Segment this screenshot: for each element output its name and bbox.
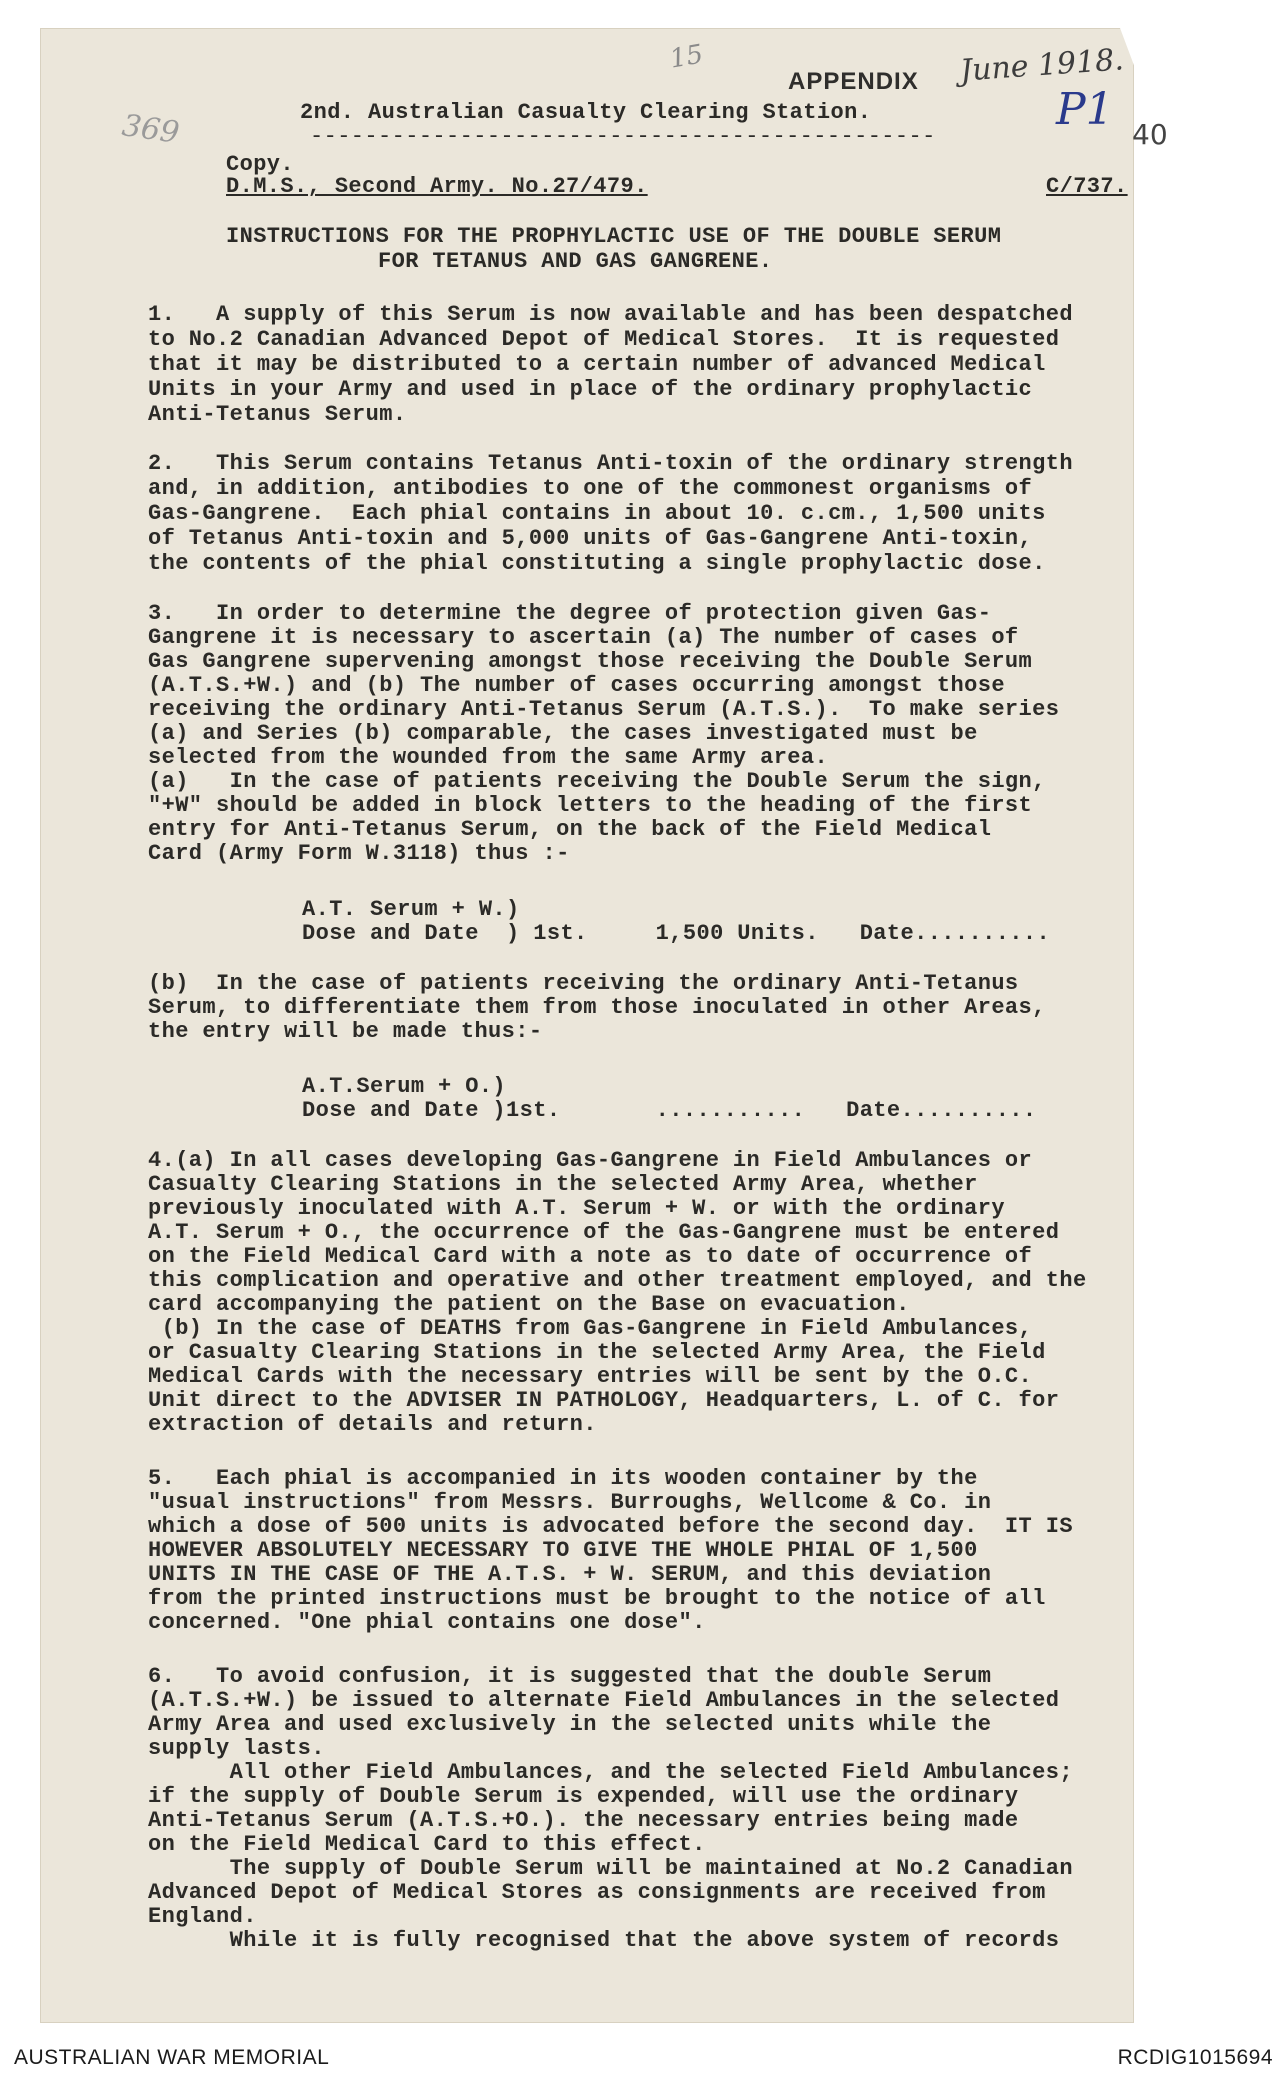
text-line: 1. A supply of this Serum is now available and has been despatched xyxy=(148,302,1073,327)
text-line: Unit direct to the ADVISER IN PATHOLOGY, Headquarters, L. of C. for xyxy=(148,1388,1060,1413)
text-line: Anti-Tetanus Serum. xyxy=(148,402,407,427)
text-line: entry for Anti-Tetanus Serum, on the back of the Field Medical xyxy=(148,817,992,842)
text-line: Gas-Gangrene. Each phial contains in about 10. c.cm., 1,500 units xyxy=(148,501,1046,526)
title-line-2: FOR TETANUS AND GAS GANGRENE. xyxy=(378,249,773,274)
text-line: to No.2 Canadian Advanced Depot of Medical Stores. It is requested xyxy=(148,327,1060,352)
text-line: Anti-Tetanus Serum (A.T.S.+O.). the necessary entries being made xyxy=(148,1808,1019,1833)
text-line: HOWEVER ABSOLUTELY NECESSARY TO GIVE THE WHOLE PHIAL OF 1,500 xyxy=(148,1538,978,1563)
hand-page-40: 40 xyxy=(1132,118,1168,151)
text-line: 6. To avoid confusion, it is suggested that the double Serum xyxy=(148,1664,992,1689)
text-line: from the printed instructions must be brought to the notice of all xyxy=(148,1586,1046,1611)
text-line: extraction of details and return. xyxy=(148,1412,597,1437)
text-line: the contents of the phial constituting a single prophylactic dose. xyxy=(148,551,1046,576)
text-line: A.T. Serum + W.) xyxy=(302,897,520,922)
reference: D.M.S., Second Army. No.27/479. xyxy=(226,174,648,199)
text-line: Gas Gangrene supervening amongst those receiving the Double Serum xyxy=(148,649,1033,674)
text-line: The supply of Double Serum will be maintained at No.2 Canadian xyxy=(148,1856,1073,1881)
text-line: previously inoculated with A.T. Serum + W. or with the ordinary xyxy=(148,1196,1005,1221)
text-line: A.T. Serum + O., the occurrence of the Gas-Gangrene must be entered xyxy=(148,1220,1060,1245)
text-line: (A.T.S.+W.) be issued to alternate Field Ambulances in the selected xyxy=(148,1688,1060,1713)
text-line: selected from the wounded from the same Army area. xyxy=(148,745,829,770)
text-line: (a) In the case of patients receiving the Double Serum the sign, xyxy=(148,769,1046,794)
text-line: Units in your Army and used in place of the ordinary prophylactic xyxy=(148,377,1033,402)
text-line: card accompanying the patient on the Base on evacuation. xyxy=(148,1292,910,1317)
text-line: 3. In order to determine the degree of protection given Gas- xyxy=(148,601,992,626)
text-line: this complication and operative and other treatment employed, and the xyxy=(148,1268,1087,1293)
text-line: (b) In the case of DEATHS from Gas-Gangrene in Field Ambulances, xyxy=(148,1316,1033,1341)
text-line: 2. This Serum contains Tetanus Anti-toxin of the ordinary strength xyxy=(148,451,1073,476)
footer-institution: AUSTRALIAN WAR MEMORIAL xyxy=(14,2046,330,2069)
appendix-stamp: APPENDIX xyxy=(788,68,919,95)
text-line: supply lasts. xyxy=(148,1736,325,1761)
text-line: Medical Cards with the necessary entries will be sent by the O.C. xyxy=(148,1364,1033,1389)
hand-number-369: 369 xyxy=(119,108,182,151)
hand-page-p1: P1 xyxy=(1056,84,1114,135)
text-line: receiving the ordinary Anti-Tetanus Serum (A.T.S.). To make series xyxy=(148,697,1060,722)
text-line: UNITS IN THE CASE OF THE A.T.S. + W. SERUM, and this deviation xyxy=(148,1562,992,1587)
text-line: which a dose of 500 units is advocated before the second day. IT IS xyxy=(148,1514,1073,1539)
text-line: and, in addition, antibodies to one of the commonest organisms of xyxy=(148,476,1033,501)
text-line: All other Field Ambulances, and the selected Field Ambulances; xyxy=(148,1760,1073,1785)
text-line: (A.T.S.+W.) and (b) The number of cases occurring amongst those xyxy=(148,673,1005,698)
text-line: or Casualty Clearing Stations in the selected Army Area, the Field xyxy=(148,1340,1046,1365)
text-line: on the Field Medical Card with a note as to date of occurrence of xyxy=(148,1244,1033,1269)
text-line: if the supply of Double Serum is expended, will use the ordinary xyxy=(148,1784,1019,1809)
text-line: "+W" should be added in block letters to the heading of the first xyxy=(148,793,1033,818)
unit-title: 2nd. Australian Casualty Clearing Station. xyxy=(300,100,872,125)
copy-label: Copy. xyxy=(226,152,295,177)
footer-record-id: RCDIG1015694 xyxy=(1117,2046,1273,2069)
text-line: While it is fully recognised that the above system of records xyxy=(148,1928,1060,1953)
text-line: Card (Army Form W.3118) thus :- xyxy=(148,841,570,866)
text-line: of Tetanus Anti-toxin and 5,000 units of Gas-Gangrene Anti-toxin, xyxy=(148,526,1033,551)
text-line: Serum, to differentiate them from those inoculated in other Areas, xyxy=(148,995,1046,1020)
text-line: Advanced Depot of Medical Stores as consignments are received from xyxy=(148,1880,1046,1905)
text-line: Dose and Date ) 1st. 1,500 Units. Date.......... xyxy=(302,921,1051,946)
text-line: on the Field Medical Card to this effect. xyxy=(148,1832,706,1857)
ref-number: C/737. xyxy=(1046,174,1128,199)
text-line: Casualty Clearing Stations in the selected Army Area, whether xyxy=(148,1172,978,1197)
text-line: concerned. "One phial contains one dose". xyxy=(148,1610,706,1635)
text-line: 5. Each phial is accompanied in its wooden container by the xyxy=(148,1466,978,1491)
text-line: 4.(a) In all cases developing Gas-Gangrene in Field Ambulances or xyxy=(148,1148,1033,1173)
text-line: Army Area and used exclusively in the selected units while the xyxy=(148,1712,992,1737)
text-line: (a) and Series (b) comparable, the cases investigated must be xyxy=(148,721,978,746)
header-rule: ---------------------------------------------- xyxy=(310,124,936,149)
text-line: Dose and Date )1st. ........... Date.......... xyxy=(302,1098,1037,1123)
text-line: (b) In the case of patients receiving the ordinary Anti-Tetanus xyxy=(148,971,1019,996)
title-line-1: INSTRUCTIONS FOR THE PROPHYLACTIC USE OF THE DOUBLE SERUM xyxy=(226,224,1002,249)
text-line: that it may be distributed to a certain number of advanced Medical xyxy=(148,352,1046,377)
text-line: Gangrene it is necessary to ascertain (a) The number of cases of xyxy=(148,625,1019,650)
text-line: A.T.Serum + O.) xyxy=(302,1074,507,1099)
text-line: the entry will be made thus:- xyxy=(148,1019,543,1044)
hand-number-15: 15 xyxy=(667,39,706,75)
hand-date: June 1918. xyxy=(958,42,1125,89)
text-line: England. xyxy=(148,1904,257,1929)
text-line: "usual instructions" from Messrs. Burroughs, Wellcome & Co. in xyxy=(148,1490,992,1515)
